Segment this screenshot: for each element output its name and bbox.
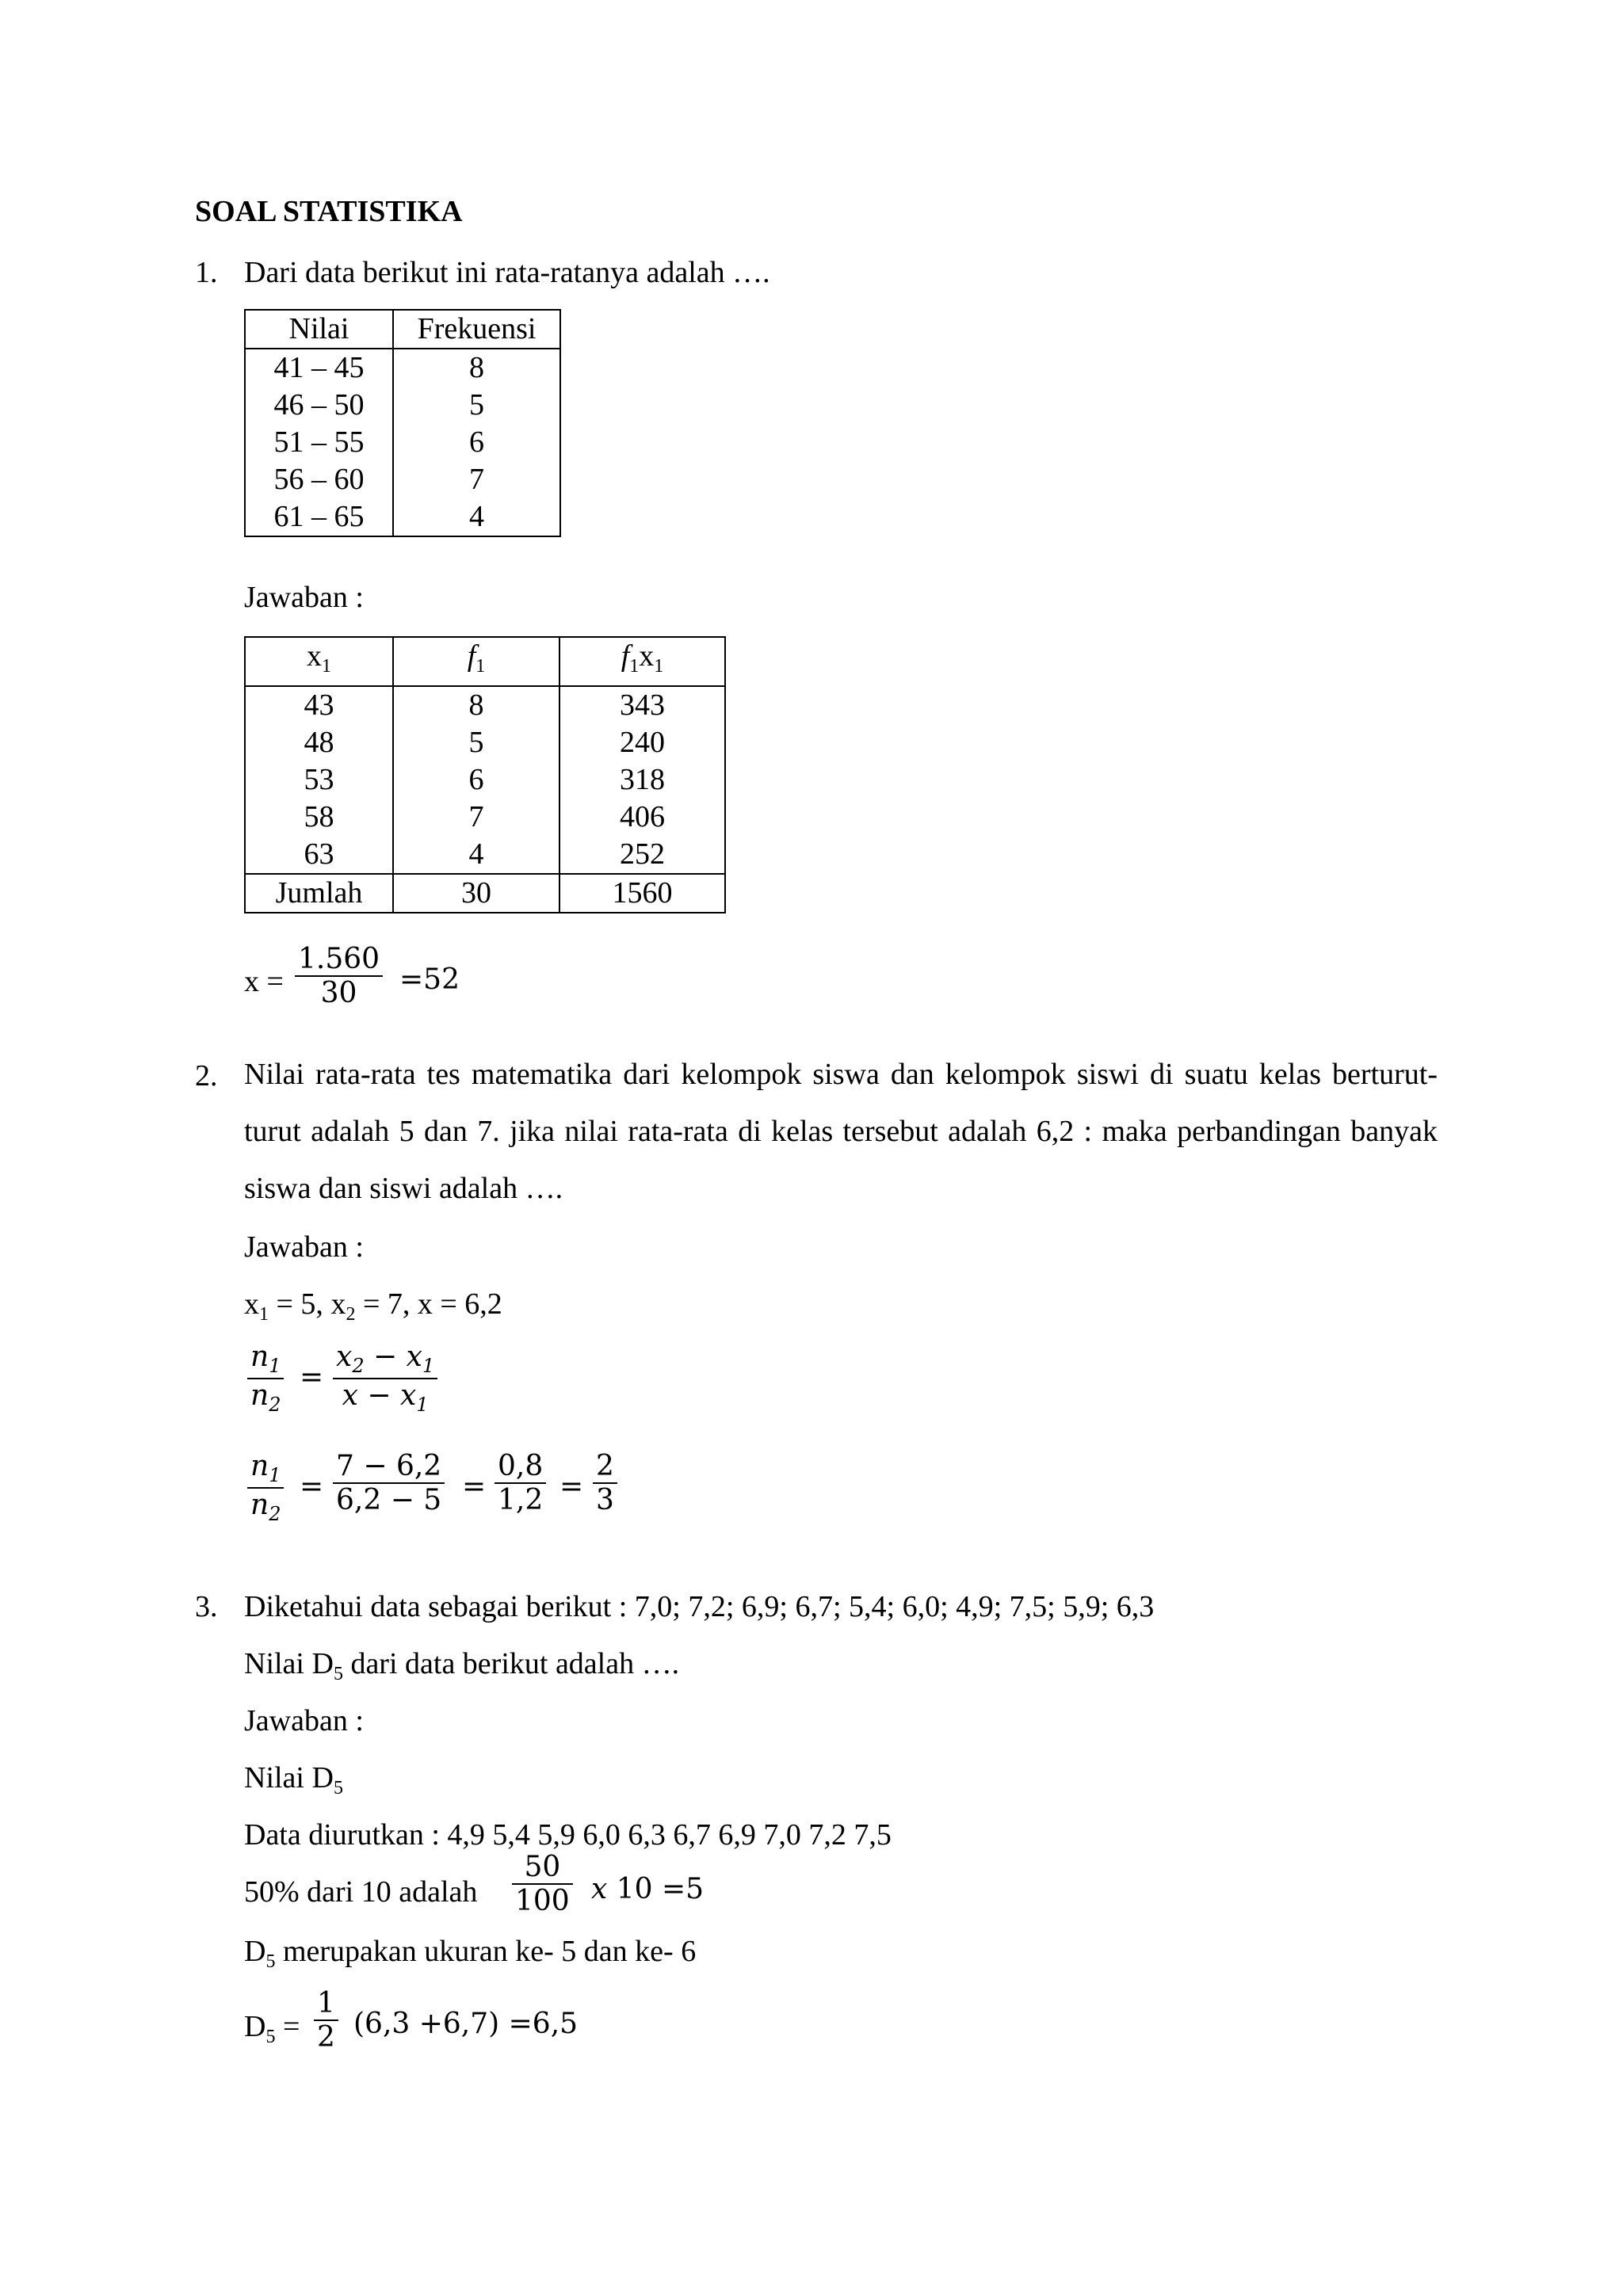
equals-sign: =: [300, 1361, 324, 1394]
answer-table: [244, 636, 726, 913]
question-1-text: Dari data berikut ini rata-ratanya adalah ….: [244, 256, 770, 289]
table-row: [245, 387, 560, 424]
table-header: Nilai: [245, 310, 393, 349]
table-cell: 5: [393, 387, 560, 424]
fraction-numerator: $n_1$: [250, 1341, 281, 1377]
frequency-table: [244, 309, 561, 537]
mean-fraction: [295, 943, 383, 1010]
table-cell: 30: [393, 874, 559, 913]
fraction-numerator: 1: [317, 1987, 335, 2019]
table-header: $f_1$: [393, 637, 559, 686]
d5-formula-lhs: $D_5$ =: [244, 2010, 300, 2047]
question-3-number: 3.: [195, 1590, 218, 1623]
table-cell: Jumlah: [245, 874, 393, 913]
table-cell: 7: [393, 799, 559, 836]
fraction-denominator: $n_2$: [247, 1487, 284, 1526]
table-header: $f_1x_1$: [559, 637, 725, 686]
equals-sign: =: [300, 1470, 324, 1503]
question-3-ask: Nilai $D_5$ dari data berikut adalah ….: [244, 1647, 680, 1684]
table-cell: 252: [559, 836, 725, 874]
table-row: [245, 498, 560, 536]
answer-label-3: Jawaban :: [244, 1704, 364, 1737]
mean-formula-result: =52: [399, 963, 460, 996]
fraction-numerator: 50: [524, 1851, 561, 1883]
table-cell: 41 – 45: [245, 349, 393, 387]
fraction-denominator: 30: [295, 975, 383, 1009]
table-cell: 58: [245, 799, 393, 836]
fraction-numerator: 2: [596, 1450, 614, 1482]
table-cell: 46 – 50: [245, 387, 393, 424]
table-cell: 343: [559, 686, 725, 724]
answer-label-2: Jawaban :: [244, 1230, 364, 1264]
table-cell: 63: [245, 836, 393, 874]
fraction-denominator: $x - x_1$: [333, 1378, 437, 1417]
equals-sign: =: [462, 1470, 487, 1503]
table-cell: 4: [393, 836, 559, 874]
fraction-numerator: $x_2 - x_1$: [336, 1341, 435, 1377]
table-cell: 56 – 60: [245, 461, 393, 498]
fraction-denominator: 2: [314, 2019, 338, 2054]
fraction-denominator: 3: [593, 1482, 617, 1516]
table-cell: 6: [393, 424, 560, 461]
table-footer-row: [245, 874, 725, 913]
table-cell: 8: [393, 686, 559, 724]
question-2-number: 2.: [195, 1059, 218, 1093]
ratio-fraction-2: [247, 1450, 284, 1525]
fraction-denominator: 6,2 − 5: [333, 1482, 445, 1516]
table-cell: 240: [559, 724, 725, 761]
fraction-numerator: 7 − 6,2: [336, 1450, 442, 1482]
question-1-number: 1.: [195, 256, 218, 289]
half-fraction: [314, 1987, 338, 2054]
question-3-text: Diketahui data sebagai berikut : 7,0; 7,2; 6,9; 6,7; 5,4; 6,0; 4,9; 7,5; 5,9; 6,3: [244, 1590, 1155, 1623]
difference-fraction: [333, 1341, 437, 1416]
d5-position-text: $D_5$ merupakan ukuran ke- 5 dan ke- 6: [244, 1935, 697, 1972]
table-row: [245, 461, 560, 498]
result-fraction: [593, 1450, 617, 1517]
table-row: [245, 686, 725, 724]
table-cell: 53: [245, 761, 393, 799]
table-cell: 406: [559, 799, 725, 836]
d5-formula-result: (6,3 +6,7) =6,5: [353, 2008, 579, 2040]
table-cell: 7: [393, 461, 560, 498]
percent-fraction: [512, 1851, 573, 1918]
fraction-denominator: 100: [512, 1883, 573, 1917]
answer-label-1: Jawaban :: [244, 581, 364, 614]
nilai-d5: Nilai $D_5$: [244, 1761, 343, 1798]
equals-sign: =: [559, 1470, 584, 1503]
substitution-fraction: [333, 1450, 445, 1517]
table-header: Frekuensi: [393, 310, 560, 349]
fraction-denominator: 1,2: [495, 1482, 546, 1516]
mean-formula-lhs: x =: [244, 965, 284, 998]
table-row: [245, 724, 725, 761]
fraction-denominator: $n_2$: [247, 1378, 284, 1417]
table-cell: 61 – 65: [245, 498, 393, 536]
table-cell: 5: [393, 724, 559, 761]
table-row: [245, 424, 560, 461]
table-row: [245, 836, 725, 874]
table-cell: 4: [393, 498, 560, 536]
table-row: [245, 761, 725, 799]
fraction-numerator: 1.560: [298, 943, 380, 975]
fraction-numerator: 0,8: [498, 1450, 544, 1482]
table-cell: 51 – 55: [245, 424, 393, 461]
table-cell: 6: [393, 761, 559, 799]
question-2-text: Nilai rata-rata tes matematika dari kelompok siswa dan kelompok siswi di suatu kelas berturut-turut adalah 5 dan 7. jika nilai rata-rata di kelas tersebut adalah 6,2 : maka perbandingan banyak siswa dan siswi adalah ….: [244, 1058, 1438, 1205]
table-cell: 43: [245, 686, 393, 724]
sorted-data: Data diurutkan : 4,9 5,4 5,9 6,0 6,3 6,7 6,9 7,0 7,2 7,5: [244, 1818, 892, 1852]
given-values: $x_1 = 5$, $x_2 = 7$, x = 6,2: [244, 1287, 502, 1325]
decimal-fraction: [495, 1450, 546, 1517]
table-cell: 1560: [559, 874, 725, 913]
table-row: [245, 349, 560, 387]
table-cell: 48: [245, 724, 393, 761]
fraction-numerator: $n_1$: [250, 1450, 281, 1486]
table-row: [245, 799, 725, 836]
table-cell: 318: [559, 761, 725, 799]
ratio-fraction: [247, 1341, 284, 1416]
percent-text: 50% dari 10 adalah: [244, 1875, 478, 1909]
page-title: SOAL STATISTIKA: [195, 195, 463, 228]
table-header: $x_1$: [245, 637, 393, 686]
percent-result: x 10 =5: [591, 1873, 705, 1905]
table-cell: 8: [393, 349, 560, 387]
